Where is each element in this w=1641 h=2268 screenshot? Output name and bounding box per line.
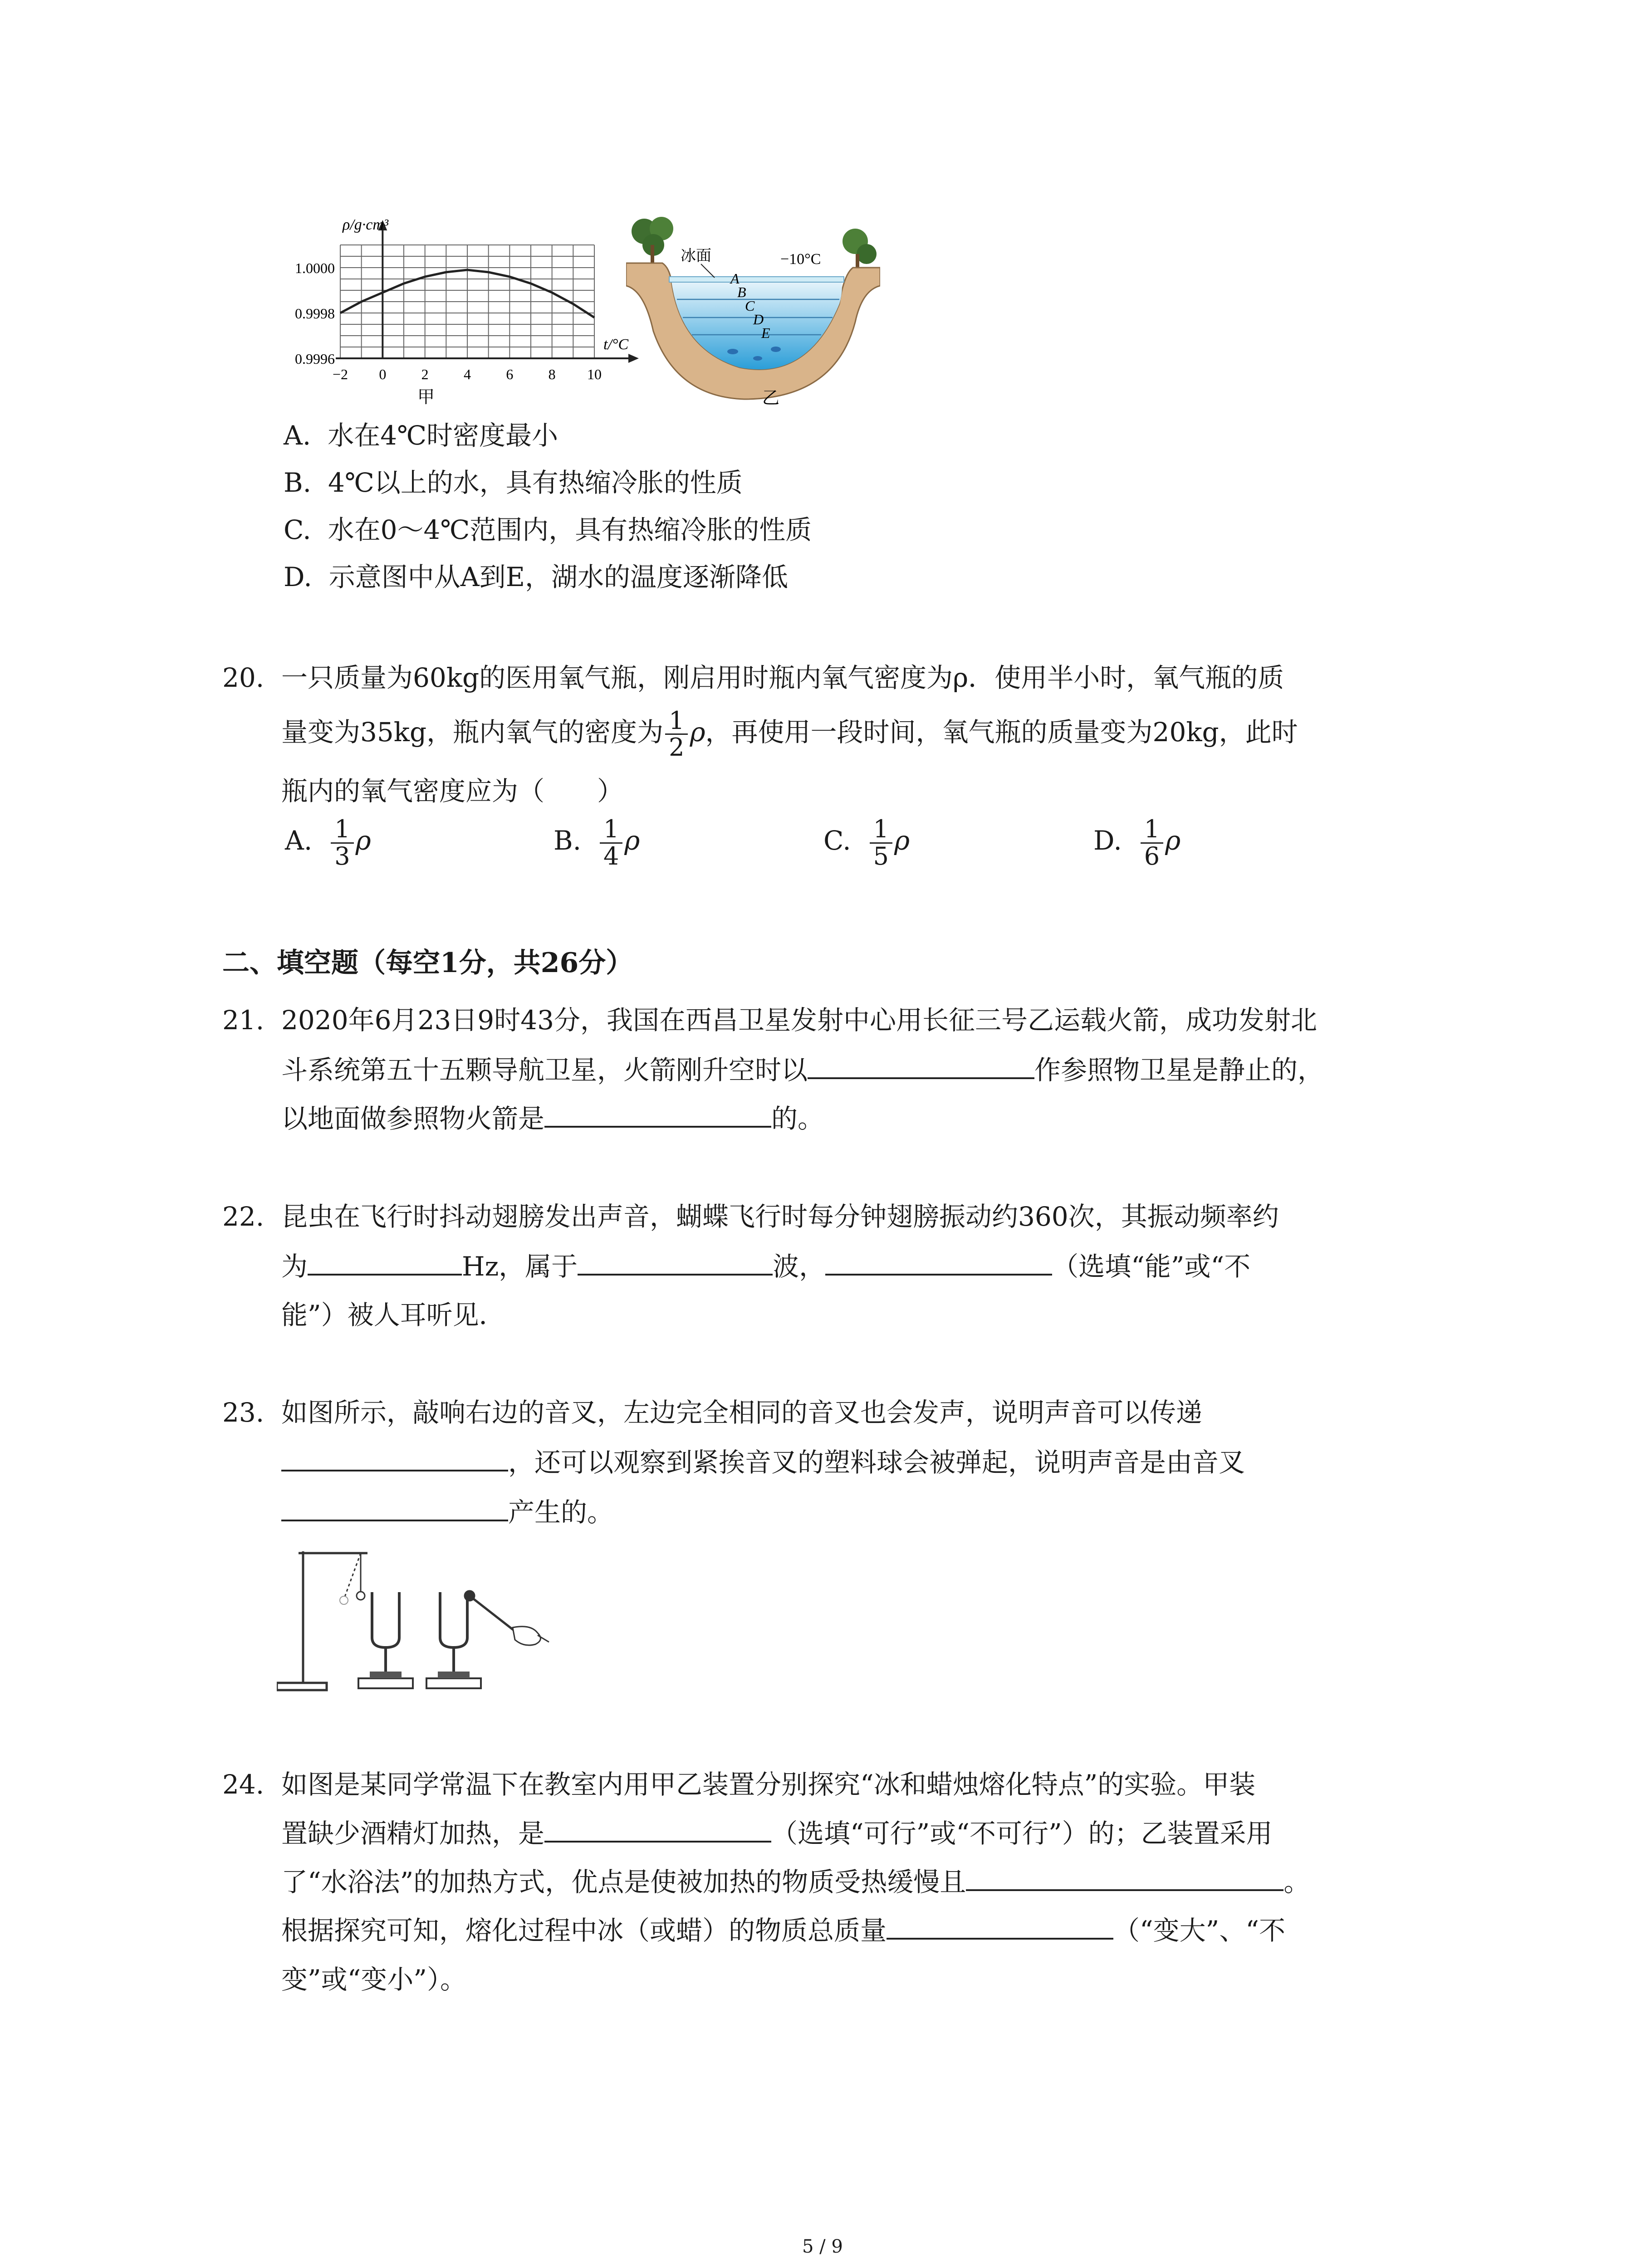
answer-blank[interactable] xyxy=(578,1246,773,1276)
q24-line5: 变”或“变小”）。 xyxy=(281,1964,466,1995)
tuning-fork-right-icon xyxy=(426,1592,481,1688)
mallet-hand-icon xyxy=(465,1591,549,1645)
ice-layer xyxy=(669,277,844,282)
answer-blank[interactable] xyxy=(808,1049,1034,1079)
q22-line3: 能”）被人耳听见． xyxy=(281,1300,505,1330)
q20-option-b: B. $\frac{1}{4}$ ρ xyxy=(554,815,640,870)
answer-blank[interactable] xyxy=(966,1861,1283,1891)
layer-label-c: C xyxy=(745,298,755,314)
density-graph xyxy=(254,213,662,408)
layer-label-a: A xyxy=(730,270,740,287)
graph-caption: 甲 xyxy=(417,387,435,407)
page-number: 5 / 9 xyxy=(802,2236,843,2257)
q19-option-a: A. 水在4℃时密度最小 xyxy=(284,420,558,451)
q23-number: 23. xyxy=(222,1397,265,1428)
y-tick-label: 0.9998 xyxy=(295,305,335,322)
answer-blank[interactable] xyxy=(544,1813,771,1843)
x-tick-label: 2 xyxy=(421,366,429,382)
lake-diagram xyxy=(626,213,880,413)
layer-label-d: D xyxy=(753,311,764,327)
q22-number: 22. xyxy=(222,1201,265,1232)
q23-line1: 如图所示，敲响右边的音叉，左边完全相同的音叉也会发声，说明声音可以传递 xyxy=(281,1397,1203,1428)
q22-line2: 为 Hz，属于 波， （选填“能”或“不 xyxy=(281,1242,1250,1291)
q23-line2: ，还可以观察到紧挨音叉的塑料球会被弹起，说明声音是由音叉 xyxy=(281,1438,1245,1487)
q20-line2: 量变为35kg，瓶内氧气的密度为 $\frac{1}{2}$ ρ，再使用一段时间，氧气瓶的质量变为20kg，此时 xyxy=(281,706,1298,762)
q20-option-a: A. $\frac{1}{3}$ ρ xyxy=(285,815,371,870)
temp-label: −10°C xyxy=(780,251,821,268)
q19-option-c: C. 水在0～4℃范围内，具有热缩冷胀的性质 xyxy=(284,514,812,545)
x-tick-label: 8 xyxy=(548,366,556,382)
tuning-fork-left-icon xyxy=(358,1592,413,1688)
plastic-ball-icon xyxy=(357,1592,365,1600)
graph-axes xyxy=(336,220,639,363)
q24-line2: 置缺少酒精灯加热，是 （选填“可行”或“不可行”）的；乙装置采用 xyxy=(281,1809,1273,1858)
q21-line1: 2020年6月23日9时43分，我国在西昌卫星发射中心用长征三号乙运载火箭，成功发射北 xyxy=(281,1005,1318,1036)
q24-line1: 如图是某同学常温下在教室内用甲乙装置分别探究“冰和蜡烛熔化特点”的实验。甲装 xyxy=(281,1769,1256,1800)
q20-number: 20. xyxy=(222,662,265,693)
x-tick-label: 6 xyxy=(506,366,514,382)
q21-line3: 以地面做参照物火箭是 的。 xyxy=(281,1094,824,1143)
q20-option-d: D. $\frac{1}{6}$ ρ xyxy=(1093,815,1181,870)
q20-option-c: C. $\frac{1}{5}$ ρ xyxy=(823,815,910,870)
answer-blank[interactable] xyxy=(281,1442,508,1471)
answer-blank[interactable] xyxy=(308,1246,462,1276)
x-tick-label: −2 xyxy=(332,366,348,382)
layer-label-e: E xyxy=(761,325,770,341)
graph-grid xyxy=(340,245,594,358)
q24-line4: 根据探究可知，熔化过程中冰（或蜡）的物质总质量 （“变大”、“不 xyxy=(281,1906,1285,1955)
stand-icon xyxy=(277,1551,367,1690)
q19-option-d: D. 示意图中从A到E，湖水的温度逐渐降低 xyxy=(284,562,788,592)
q20-line1: 一只质量为60kg的医用氧气瓶，刚启用时瓶内氧气密度为ρ．使用半小时，氧气瓶的质 xyxy=(281,662,1284,693)
ice-label: 冰面 xyxy=(681,247,711,265)
layer-label-b: B xyxy=(737,284,746,300)
fraction-half: $\frac{1}{2}$ xyxy=(665,708,688,761)
x-tick-label: 10 xyxy=(587,366,602,382)
q21-line2: 斗系统第五十五颗导航卫星，火箭刚升空时以 作参照物卫星是静止的， xyxy=(281,1046,1324,1095)
q22-line1: 昆虫在飞行时抖动翅膀发出声音，蝴蝶飞行时每分钟翅膀振动约360次，其振动频率约 xyxy=(281,1201,1279,1232)
y-tick-label: 1.0000 xyxy=(295,260,335,276)
q20-line3: 瓶内的氧气密度应为（ ） xyxy=(281,776,624,807)
y-tick-label: 0.9996 xyxy=(295,351,335,367)
answer-blank[interactable] xyxy=(887,1910,1113,1940)
q24-line3: 了“水浴法”的加热方式，优点是使被加热的物质受热缓慢且 。 xyxy=(281,1857,1310,1906)
tuning-fork-figure xyxy=(277,1547,554,1696)
tree-left-icon xyxy=(632,217,673,263)
lake-caption: 乙 xyxy=(762,388,780,408)
x-tick-label: 4 xyxy=(464,366,471,382)
answer-blank[interactable] xyxy=(281,1491,508,1521)
tree-right-icon xyxy=(843,229,877,271)
q23-line3: 产生的。 xyxy=(281,1488,613,1537)
answer-blank[interactable] xyxy=(544,1098,771,1128)
answer-blank[interactable] xyxy=(825,1246,1052,1276)
q19-option-b: B. 4℃以上的水，具有热缩冷胀的性质 xyxy=(284,467,743,498)
q24-number: 24. xyxy=(222,1769,265,1800)
y-axis-label: ρ/g·cm³ xyxy=(343,216,389,233)
section-heading: 二、填空题（每空1分，共26分） xyxy=(222,947,633,979)
x-tick-label: 0 xyxy=(379,366,387,382)
q21-number: 21. xyxy=(222,1005,265,1036)
x-axis-label: t/°C xyxy=(603,336,629,353)
